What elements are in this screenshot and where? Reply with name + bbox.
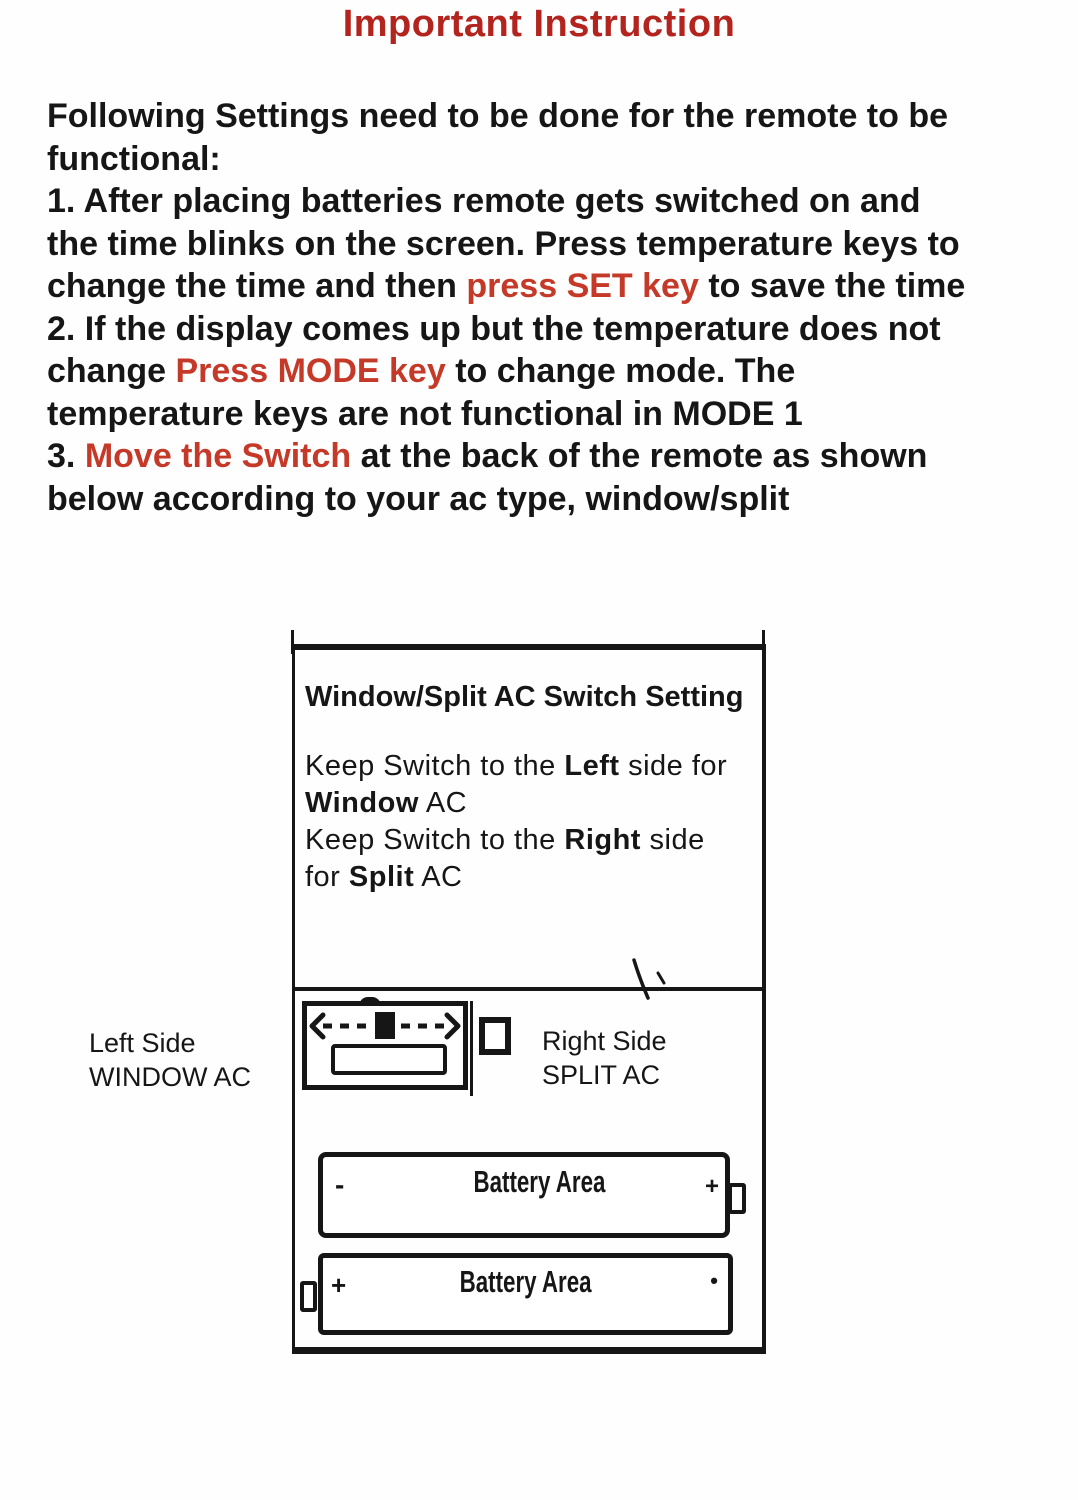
corner-tick (762, 630, 765, 654)
instruction-line (47, 478, 1057, 521)
switch-setting-line (305, 748, 727, 785)
left-side-label (89, 1026, 251, 1094)
instruction-text: to change mode. The (445, 352, 796, 390)
switch-bump (359, 997, 381, 1006)
left-side-label-line: WINDOW AC (89, 1062, 251, 1092)
text-segment: Keep Switch to the (305, 824, 565, 856)
corner-tick (291, 630, 294, 654)
instruction-text: 3. (47, 437, 85, 475)
switch-setting-line (305, 859, 727, 896)
text-segment-bold: Right (564, 824, 641, 856)
switch-setting-line (305, 785, 727, 822)
separator-line (470, 1001, 473, 1096)
pen-mark (618, 956, 678, 1002)
right-side-label (542, 1024, 667, 1092)
switch-setting-line (305, 822, 727, 859)
battery2-label (323, 1264, 728, 1300)
switch-direction-arrow-icon (309, 1010, 461, 1042)
switch-knob (375, 1012, 395, 1039)
battery1-minus-terminal: - (335, 1169, 345, 1200)
instruction-line (47, 223, 1057, 266)
instruction-text: at the back of the remote as shown (351, 437, 928, 475)
battery-area-1 (318, 1152, 730, 1238)
battery-area-2 (318, 1253, 733, 1335)
instruction-line (47, 180, 1057, 223)
battery1-label-text: Battery Area (473, 1164, 606, 1199)
text-segment: Keep Switch to the (305, 750, 565, 782)
instruction-text: Following Settings need to be done for the remote to be (47, 97, 949, 135)
left-side-label-line: Left Side (89, 1028, 196, 1058)
instruction-text: below according to your ac type, window/split (47, 479, 790, 518)
instruction-text: 2. If the display comes up but the temperature does not (47, 309, 941, 348)
battery2-plus-terminal: + (331, 1270, 347, 1300)
text-segment-bold: Window (305, 787, 419, 819)
right-side-label-line: Right Side (542, 1026, 667, 1056)
instruction-text: the time blinks on the screen. Press temperature keys to (47, 224, 960, 263)
switch-slot (331, 1044, 447, 1075)
switch-setting-title: Window/Split AC Switch Setting (305, 681, 744, 713)
battery1-plus-terminal: + (704, 1173, 719, 1200)
instruction-line (47, 435, 1057, 478)
instruction-text: change (47, 352, 176, 390)
battery2-label-text: Battery Area (459, 1264, 592, 1299)
compartment-divider-line (295, 987, 763, 991)
battery2-terminal-nub (300, 1281, 317, 1312)
instruction-line (47, 350, 1057, 393)
page-title: Important Instruction (342, 3, 736, 45)
switch-setting-text (305, 748, 727, 896)
battery1-terminal-nub (728, 1183, 746, 1214)
instruction-line (47, 308, 1057, 351)
instruction-text: temperature keys are not functional in MODE 1 (47, 394, 803, 433)
instruction-text: functional: (47, 139, 221, 178)
instruction-highlight: Move the Switch (84, 437, 352, 475)
battery2-minus-terminal: • (710, 1268, 718, 1293)
instruction-line (47, 393, 1057, 436)
text-segment: for (305, 861, 349, 893)
instruction-line (47, 265, 1057, 308)
text-segment: side for (619, 750, 728, 782)
text-segment: side (640, 824, 705, 856)
text-segment: AC (418, 787, 468, 819)
text-segment-bold: Left (564, 750, 620, 782)
instruction-line (47, 138, 1057, 181)
instructions (47, 95, 1057, 520)
instruction-highlight: Press MODE key (175, 352, 446, 390)
switch-position-square (479, 1017, 511, 1055)
instruction-highlight: press SET key (466, 267, 699, 305)
instruction-text: to save the time (698, 267, 966, 305)
text-segment: AC (414, 861, 463, 893)
right-side-label-line: SPLIT AC (542, 1060, 661, 1090)
instruction-text: change the time and then (47, 267, 467, 305)
instruction-line (47, 95, 1057, 138)
text-segment-bold: Split (348, 861, 415, 893)
battery1-label (323, 1164, 725, 1200)
ac-type-switch (302, 1001, 468, 1090)
instruction-text: 1. After placing batteries remote gets switched on and (47, 182, 921, 220)
